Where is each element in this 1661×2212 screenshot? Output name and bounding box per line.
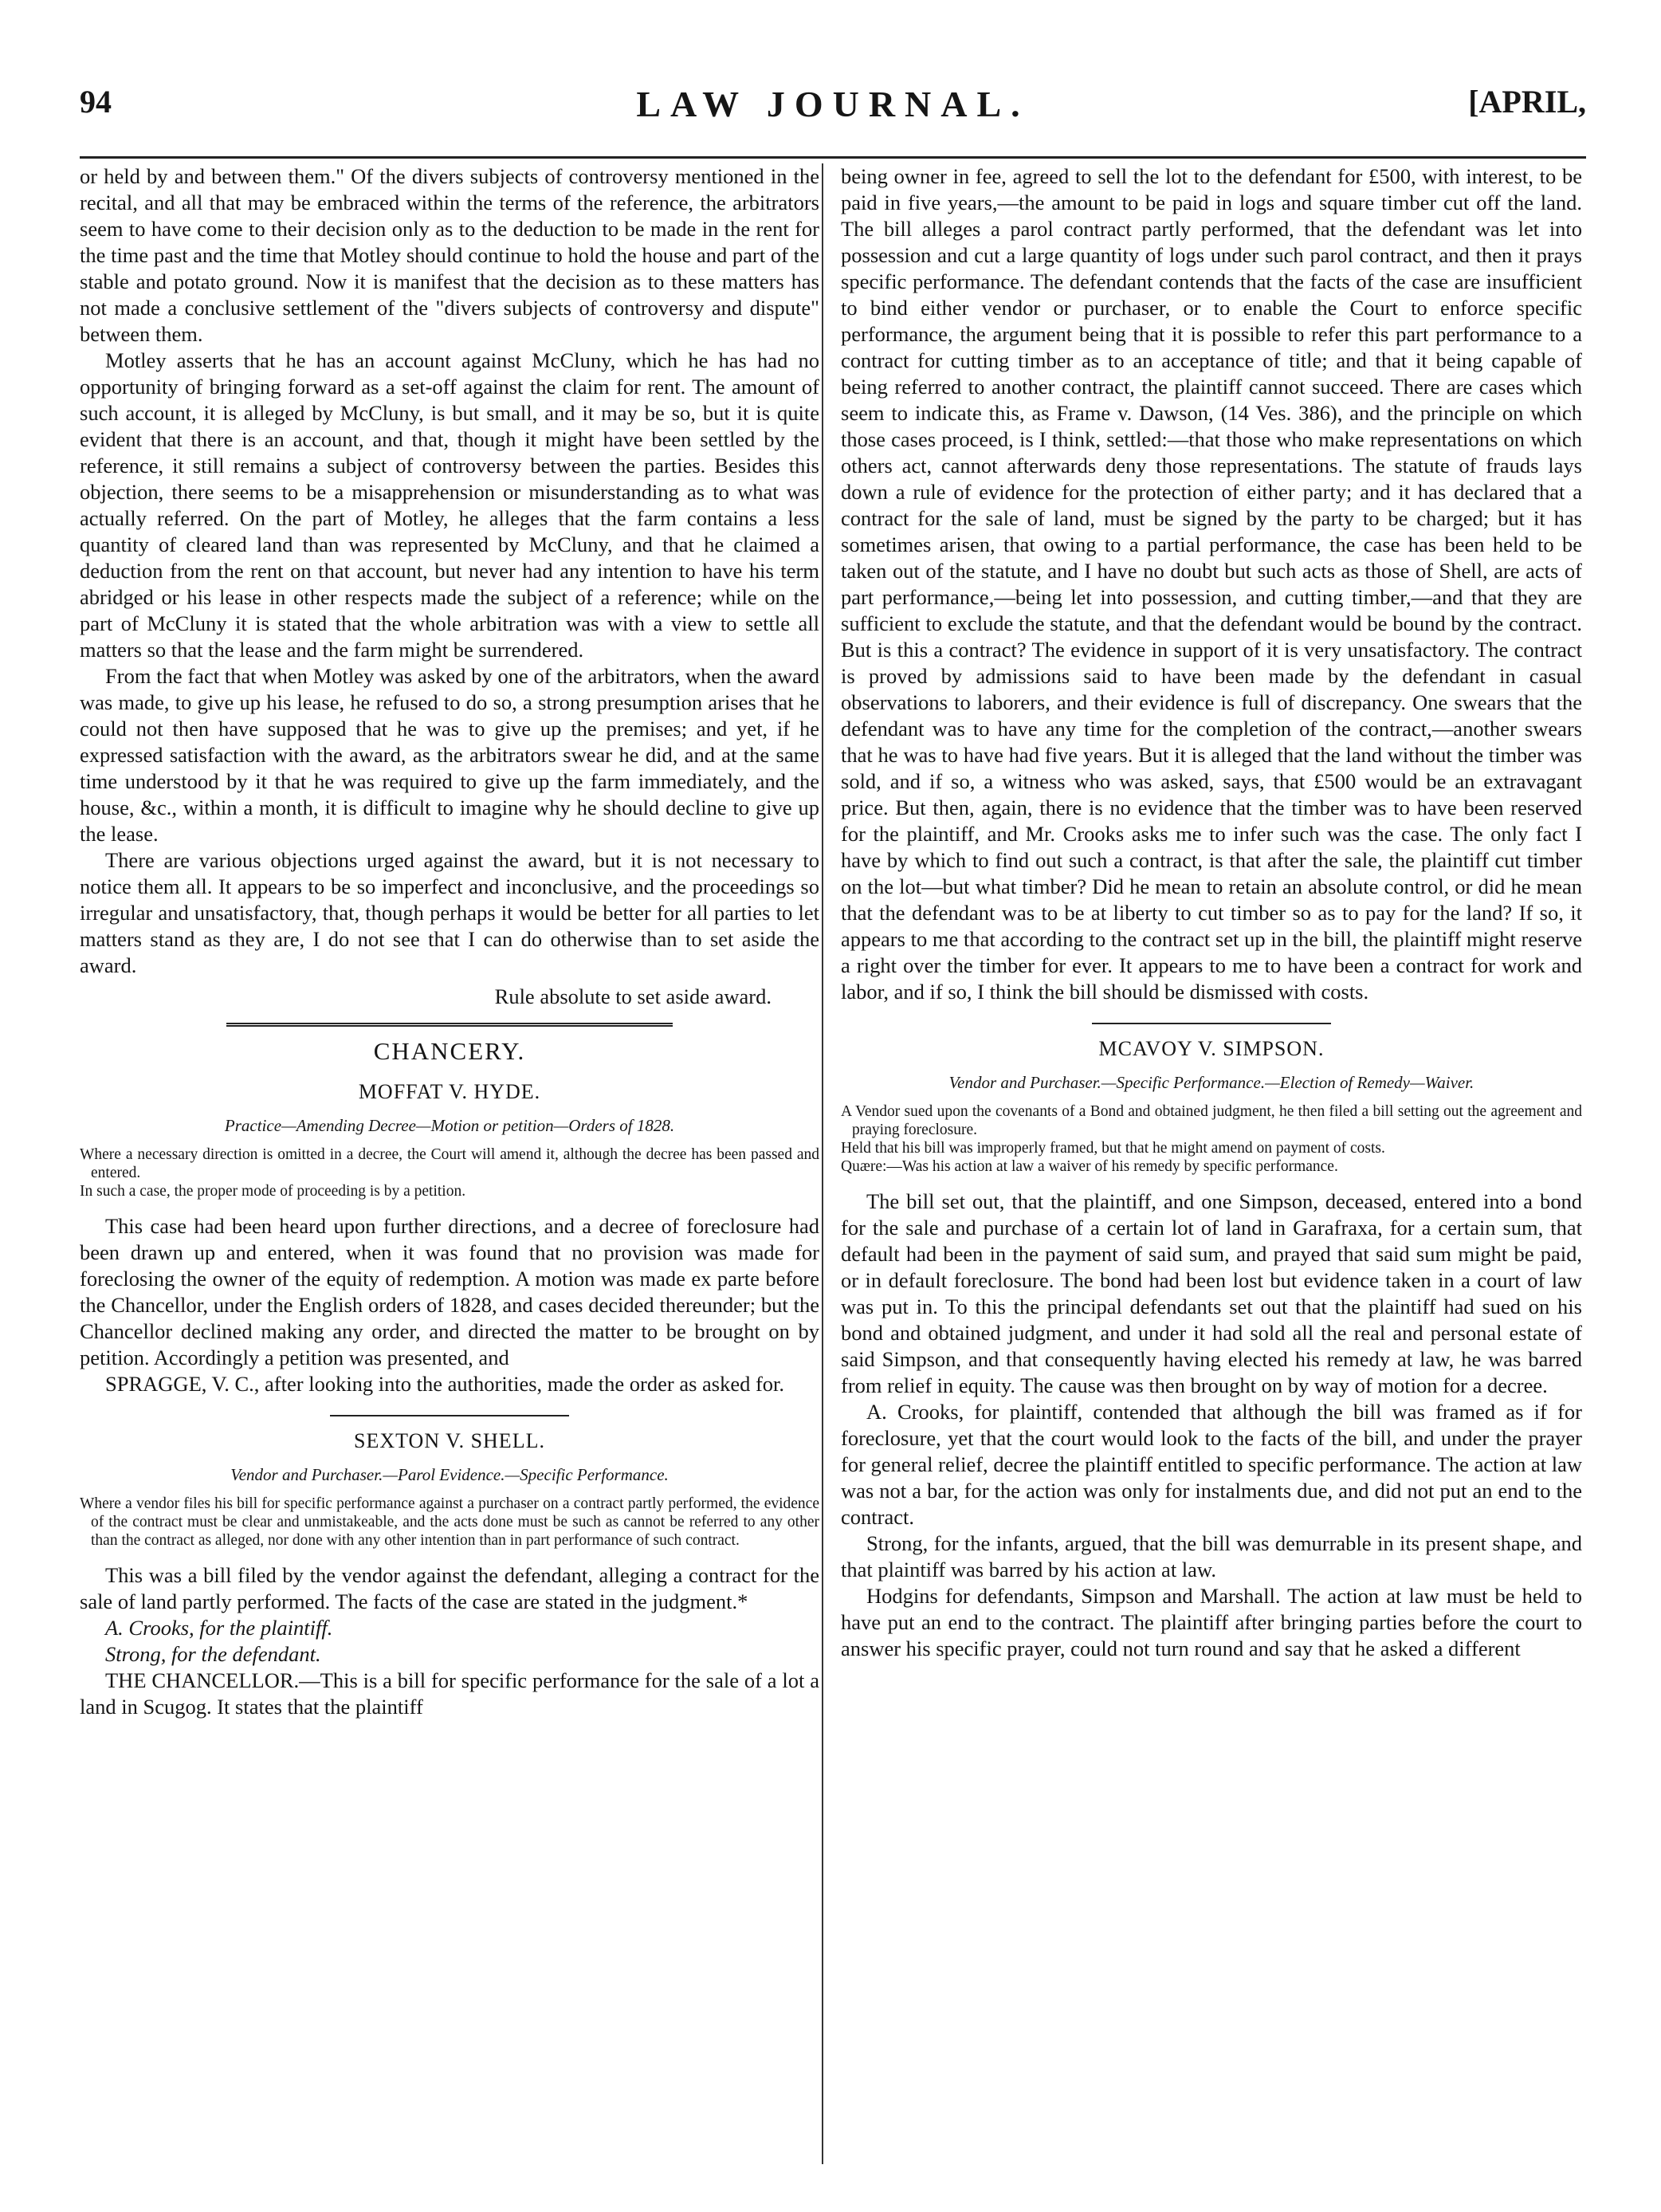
right-column — [841, 163, 1582, 1662]
paragraph: This was a bill filed by the vendor against the defendant, alleging a contract for the sale of land partly performed. The facts of the case are stated in the judgment.* — [80, 1563, 819, 1613]
case-subject: Vendor and Purchaser.—Parol Evidence.—Specific Performance. — [230, 1465, 669, 1484]
header-rule — [80, 156, 1586, 159]
paragraph: This case had been heard upon further directions, and a decree of foreclosure had been drawn up and entered, when it was found that no provision was made for foreclosing the owner of the equity of redemption. A motion was made ex parte before the Chancellor, under the English orders of 1828, and cases decided thereunder; but the Chancellor declined making any order, and directed the matter to be brought on by petition. Accordingly a petition was presented, and — [80, 1214, 819, 1369]
page-header — [80, 83, 1586, 131]
case-rule — [330, 1415, 569, 1416]
case-subject: Vendor and Purchaser.—Specific Performance.—Election of Remedy—Waiver. — [948, 1073, 1474, 1092]
case-title: SEXTON V. SHELL. — [354, 1429, 545, 1452]
counsel-line: A. Crooks, for the plaintiff. — [105, 1616, 333, 1640]
column-divider — [822, 163, 823, 2164]
paragraph: SPRAGGE, V. C., after looking into the authorities, made the order as asked for. — [105, 1372, 785, 1396]
paragraph: THE CHANCELLOR.—This is a bill for specific performance for the sale of a lot a land in Scugog. It states that the plaintiff — [80, 1668, 819, 1719]
journal-title: LAW JOURNAL. — [636, 84, 1030, 124]
paragraph: Strong, for the infants, argued, that the bill was demurrable in its present shape, and that plaintiff was barred by his action at law. — [841, 1531, 1582, 1581]
case-title: MCAVOY V. SIMPSON. — [1098, 1037, 1325, 1060]
paragraph: From the fact that when Motley was asked by one of the arbitrators, when the award was made, to give up his lease, he refused to do so, a strong presumption arises that he could not then have supposed that he was to give up the premises; and yet, if he expressed satisfaction with the award, as the arbitrators swear he did, and at the same time understood by it that he was required to give up the farm immediately, and the house, &c., within a month, it is difficult to imagine why he should decline to give up the lease. — [80, 664, 819, 846]
running-month: [APRIL, — [1468, 84, 1586, 120]
section-rule — [226, 1023, 673, 1027]
headnote: Where a necessary direction is omitted in a decree, the Court will amend it, although the decree has been passed and entered. — [80, 1146, 819, 1181]
headnote: Held that his bill was improperly framed, but that he might amend on payment of costs. — [841, 1140, 1385, 1157]
case-subject: Practice—Amending Decree—Motion or petition—Orders of 1828. — [224, 1116, 675, 1135]
paragraph: There are various objections urged against the award, but it is not necessary to notice them all. It appears to be so imperfect and inconclusive, and the proceedings so irregular and unsatisfactory, that, though perhaps it would be better for all parties to let matters stand as they are, I do not see that I can do otherwise than to set aside the award. — [80, 848, 819, 977]
section-title: CHANCERY. — [373, 1037, 526, 1065]
paragraph: A. Crooks, for plaintiff, contended that although the bill was framed as if for foreclosure, yet that the court would look to the facts of the bill, and under the prayer for general relief, decree the plaintiff entitled to specific performance. The action at law was not a bar, for the action was only for instalments due, and did not put an end to the contract. — [841, 1400, 1582, 1529]
paragraph: being owner in fee, agreed to sell the lot to the defendant for £500, with interest, to be paid in five years,—the amount to be paid in logs and square timber cut off the land. The bill alleges a parol contract partly performed, that the defendant was let into possession and cut a large quantity of logs under such parol contract, and then it prays specific performance. The defendant contends that the facts of the case are insufficient to bind either vendor or purchaser, or to enable the Court to enforce specific performance, the argument being that it is possible to refer this part performance to a contract for cutting timber as to an acceptance of title; and that it being capable of being referred to another contract, the plaintiff cannot succeed. There are cases which seem to indicate this, as Frame v. Dawson, (14 Ves. 386), and the principle on which those cases proceed, is I think, settled:—that those who make representations on which others act, cannot afterwards deny those representations. The statute of frauds lays down a rule of evidence for the protection of either party; and it has declared that a contract for the sale of land, must be signed by the party to be charged; but it has sometimes arisen, that owing to a partial performance, the case has been held to be taken out of the statute, and I have no doubt but such acts as those of Shell, are acts of part performance,—being let into possession, and cutting timber,—and that they are sufficient to exclude the statute, and that the defendant would be bound by the contract. But is this a contract? The evidence in support of it is very unsatisfactory. The contract is proved by admissions said to have been made by the defendant in casual observations to laborers, and their evidence is full of discrepancy. One swears that the defendant was to have any time for the completion of the contract,—another swears that he was to have had five years. But it is alleged that the land without the timber was sold, and if so, a witness who was asked, says, that £500 would be an extravagant price. But then, again, there is no evidence that the timber was to have been reserved for the plaintiff, and Mr. Crooks asks me to infer such was the case. The only fact I have by which to find out such a contract, is that after the sale, the plaintiff cut timber on the lot—but what timber? Did he mean to retain an absolute control, or did he mean that the defendant was to be at liberty to cut timber so as to pay for the land? If so, it appears to me that according to the contract set up in the bill, the plaintiff might reserve a right over the timber for ever. It appears to me to have been a contract for work and labor, and if so, I think the bill should be dismissed with costs. — [841, 164, 1582, 1004]
headnote: A Vendor sued upon the covenants of a Bond and obtained judgment, he then filed a bill setting out the agreement and praying foreclosure. — [841, 1103, 1582, 1138]
headnote: Quære:—Was his action at law a waiver of his remedy by specific performance. — [841, 1158, 1338, 1175]
case-title: MOFFAT V. HYDE. — [358, 1080, 541, 1103]
judgment-result: Rule absolute to set aside award. — [494, 984, 772, 1008]
headnote: In such a case, the proper mode of proceeding is by a petition. — [80, 1183, 466, 1200]
paragraph: or held by and between them." Of the divers subjects of controversy mentioned in the recital, and all that may be embraced within the terms of the reference, the arbitrators seem to have come to their decision only as to the deduction to be made in the rent for the time past and the time that Motley should continue to hold the house and part of the stable and potato ground. Now it is manifest that the decision as to these matters has not made a conclusive settlement of the "divers subjects of controversy and dispute" between them. — [80, 164, 819, 346]
paragraph: The bill set out, that the plaintiff, and one Simpson, deceased, entered into a bond for the sale and purchase of a certain lot of land in Garafraxa, for a certain sum, that default had been in the payment of said sum, and prayed that said sum might be paid, or in default foreclosure. The bond had been lost but evidence taken in a court of law was put in. To this the principal defendants set out that the plaintiff had sued on his bond and obtained judgment, and under it had sold all the real and personal estate of said Simpson, and that consequently having elected his remedy at law, he was barred from relief in equity. The cause was then brought on by way of motion for a decree. — [841, 1189, 1582, 1397]
paragraph: Hodgins for defendants, Simpson and Marshall. The action at law must be held to have put an end to the contract. The plaintiff after bringing parties before the court to answer his specific prayer, could not turn round and say that he asked a different — [841, 1584, 1582, 1660]
left-column — [80, 163, 819, 1720]
paragraph: Motley asserts that he has an account against McCluny, which he has had no opportunity of bringing forward as a set-off against the claim for rent. The amount of such account, it is alleged by McCluny, is but small, and it may be so, but it is quite evident that there is an account, and that, though it might have been settled by the reference, it still remains a subject of controversy between the parties. Besides this objection, there seems to be a misapprehension or misunderstanding as to what was actually referred. On the part of Motley, he alleges that the farm contains a less quantity of cleared land than was represented by McCluny, and that he claimed a deduction from the rent on that account, but never had any intention to have his term abridged or his lease in other respects made the subject of a reference; while on the part of McCluny it is stated that the whole arbitration was with a view to settle all matters so that the lease and the farm might be surrendered. — [80, 348, 819, 662]
headnote: Where a vendor files his bill for specific performance against a purchaser on a contract partly performed, the evidence of the contract must be clear and unmistakeable, and the acts done must be such as cannot be referred to any other than the contract as alleged, nor done with any other intention than in part performance of such contract. — [80, 1495, 819, 1549]
case-rule — [1092, 1023, 1331, 1024]
counsel-line: Strong, for the defendant. — [105, 1642, 321, 1666]
page-number: 94 — [80, 84, 112, 120]
